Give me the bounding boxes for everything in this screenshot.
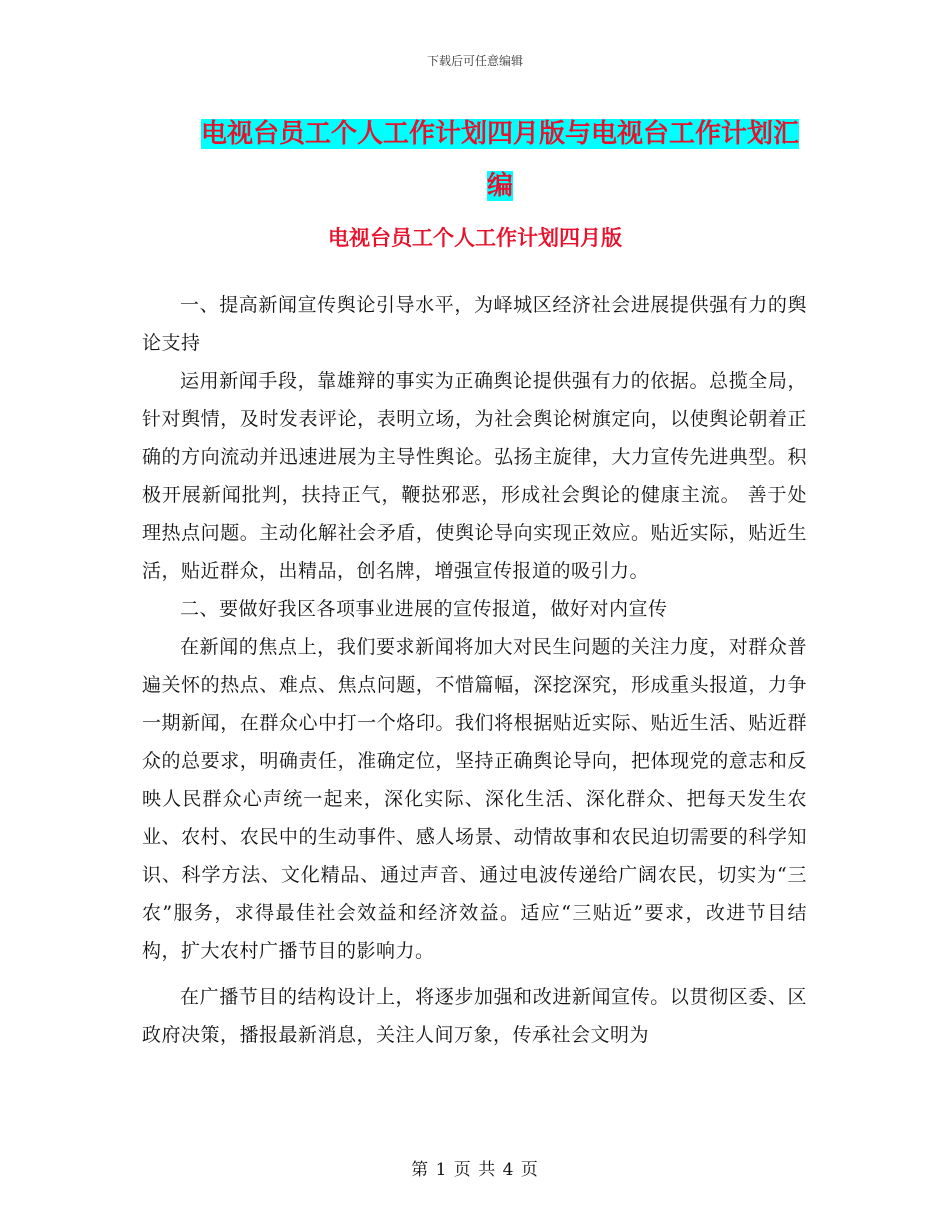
document-title-text: 电视台员工个人工作计划四月版与电视台工作计划汇编 — [200, 119, 799, 201]
document-title — [190, 108, 810, 212]
section-title: 电视台员工个人工作计划四月版 — [328, 226, 622, 250]
paragraph: 在新闻的焦点上，我们要求新闻将加大对民生问题的关注力度，对群众普遍关怀的热点、难点、焦点问题，不惜篇幅，深挖深究，形成重头报道，力争一期新闻，在群众心中打一个烙印。我们将根据贴近实际、贴近生活、贴近群众的总要求，明确责任，准确定位，坚持正确舆论导向，把体现党的意志和反映人民群众心声统一起来，深化实际、深化生活、深化群众、把每天发生农业、农村、农民中的生动事件、感人场景、动情故事和农民迫切需要的科学知识、科学方法、文化精品、通过声音、通过电波传递给广阔农民，切实为“三农”服务，求得最佳社会效益和经济效益。适应“三贴近”要求，改进节目结构，扩大农村广播节目的影响力。 — [142, 636, 807, 962]
paragraph: 一、提高新闻宣传舆论引导水平，为峄城区经济社会进展提供强有力的舆论支持 — [142, 294, 807, 354]
page-footer: 第 1 页 共 4 页 — [411, 1160, 539, 1180]
page-header-note: 下载后可任意编辑 — [426, 54, 523, 68]
paragraph: 运用新闻手段，靠雄辩的事实为正确舆论提供强有力的依据。总揽全局，针对舆情，及时发表评论，表明立场，为社会舆论树旗定向，以使舆论朝着正确的方向流动并迅速进展为主导性舆论。弘扬主旋律，大力宣传先进典型。积极开展新闻批判，扶持正气，鞭挞邪恶，形成社会舆论的健康主流。 善于处理热点问题。主动化解社会矛盾，使舆论导向实现正效应。贴近实际，贴近生活，贴近群众，出精品，创名牌，增强宣传报道的吸引力。 — [142, 370, 807, 582]
paragraph: 二、要做好我区各项事业进展的宣传报道，做好对内宣传 — [180, 598, 668, 620]
paragraph: 在广播节目的结构设计上，将逐步加强和改进新闻宣传。以贯彻区委、区政府决策，播报最新消息，关注人间万象，传承社会文明为 — [142, 986, 807, 1046]
document-body — [142, 286, 807, 1054]
